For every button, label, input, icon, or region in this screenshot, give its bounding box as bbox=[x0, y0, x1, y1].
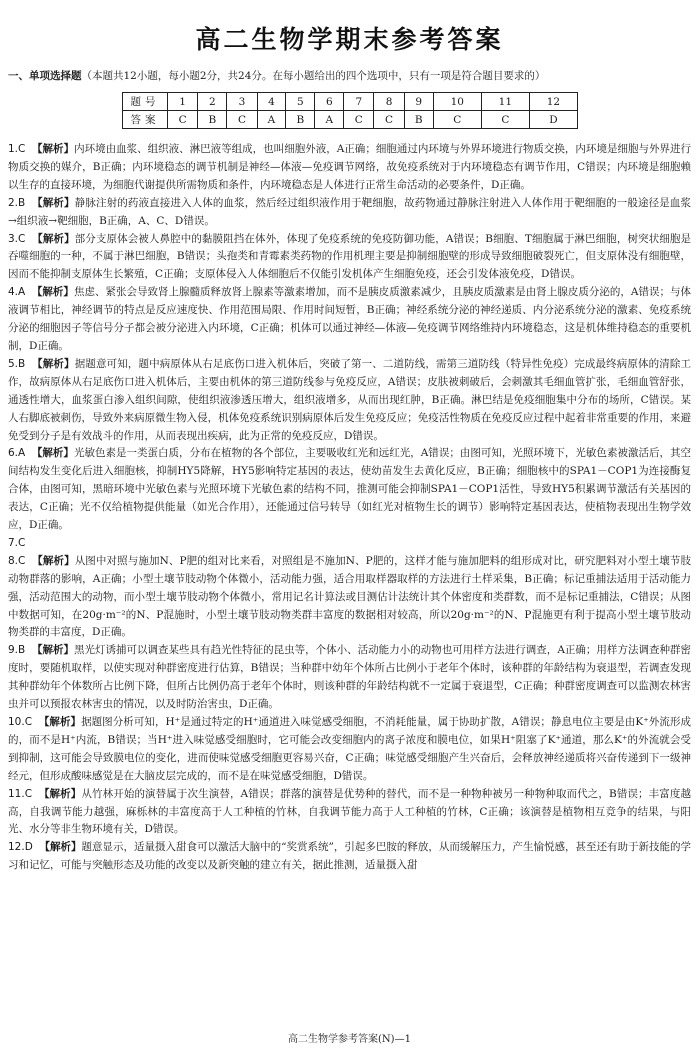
answer-cell: B bbox=[286, 111, 315, 129]
question-number-cell: 9 bbox=[404, 93, 433, 111]
answer-cell: C bbox=[227, 111, 257, 129]
question-answer-key: 5.B bbox=[8, 357, 26, 370]
answer-cell: A bbox=[257, 111, 286, 129]
question-answer-key: 3.C bbox=[8, 232, 26, 245]
analysis-tag: 【解析】 bbox=[39, 841, 82, 854]
analysis-tag: 【解析】 bbox=[31, 447, 74, 460]
question-explanation bbox=[8, 445, 691, 535]
question-answer-key: 6.A bbox=[8, 447, 26, 460]
explanation-text: 从竹林开始的演替属于次生演替，A错误；群落的演替是优势种的替代，而不是一种物种被另一种物种取而代之，B错误；丰富度越高，自我调节能力越强，麻栎林的丰富度高于人工种植的竹林，自我调节能力高于人工种植的竹林，C正确；该演替是植物相互竞争的结果，与阳光、水分等非生物环境有关，D错误。 bbox=[8, 787, 692, 836]
analysis-tag: 【解析】 bbox=[32, 357, 75, 370]
question-explanation bbox=[8, 141, 691, 195]
question-answer-key: 2.B bbox=[8, 196, 26, 209]
question-answer-key: 7.C bbox=[8, 536, 26, 549]
question-number-cell: 11 bbox=[481, 93, 529, 111]
question-explanation bbox=[8, 786, 691, 840]
question-answer-key: 4.A bbox=[8, 286, 26, 299]
analysis-tag: 【解析】 bbox=[32, 232, 75, 245]
question-number-cell: 1 bbox=[168, 93, 198, 111]
question-explanation bbox=[8, 356, 691, 446]
question-number-cell: 4 bbox=[257, 93, 286, 111]
explanation-text: 焦虑、紧张会导致肾上腺髓质释放肾上腺素等激素增加，而不是胰皮质激素减少，且胰皮质激素是由肾上腺皮质分泌的，A错误；与体液调节相比，神经调节的特点是反应速度快、作用范围局限、作用时间短暂，B正确；神经系统分泌的神经递质、内分泌系统分泌的激素、免疫系统分泌的细胞因子等信号分子都会被分泌进入内环境，C正确；机体可以通过神经—体液—免疫调节网络维持内环境稳态，这是机体维持稳态的重要机制，D正确。 bbox=[8, 286, 692, 352]
explanation-text: 内环境由血浆、组织液、淋巴液等组成，也叫细胞外液，A正确；细胞通过内环境与外界环境进行物质交换，内环境是细胞与外界进行物质交换的媒介，B正确；内环境稳态的调节机制是神经—体液—免疫调节网络，故免疫系统对于内环境稳态有调节作用，C错误；内环境是细胞赖以生存的直接环境，为细胞代谢提供所需物质和条件，内环境稳态是人体进行正常生命活动的必要条件，D正确。 bbox=[8, 143, 691, 191]
question-explanation bbox=[8, 839, 691, 875]
answer-cell: C bbox=[481, 111, 529, 129]
analysis-tag: 【解析】 bbox=[32, 196, 75, 209]
analysis-tag: 【解析】 bbox=[31, 644, 74, 657]
question-number-cell: 8 bbox=[374, 93, 404, 111]
analysis-tag: 【解析】 bbox=[31, 286, 74, 299]
analysis-tag: 【解析】 bbox=[32, 554, 75, 567]
answer-cell: B bbox=[404, 111, 433, 129]
question-explanation bbox=[8, 284, 691, 356]
section-instruction: （本题共12小题，每小题2分，共24分。在每小题给出的四个选项中，只有一项是符合题目要求的） bbox=[81, 70, 546, 82]
explanation-text: 从图中对照与施加N、P肥的组对比来看，对照组是不施加N、P肥的，这样才能与施加肥料的组形成对比，研究肥料对小型土壤节肢动物群落的影响，A正确；小型土壤节肢动物个体微小，活动能力强，适合用取样器取样的方法进行土样采集，B正确；标记重捕法适用于活动能力强，活动范围大的动物，而小型土壤节肢动物个体微小，常用记名计算法或目测估计法统计其个体密度和类群数，而不是标记重捕法，C错误；从图中数据可知，在20g·m⁻²的N、P混施时，小型土壤节肢动物类群丰富度的数据相对较高，所以20g·m⁻²的N、P混施更有利于提高小型土壤节肢动物类群的丰富度，D正确。 bbox=[8, 554, 691, 639]
question-number-cell: 3 bbox=[227, 93, 257, 111]
answer-cell: D bbox=[529, 111, 577, 129]
question-explanation bbox=[8, 714, 691, 786]
analysis-tag: 【解析】 bbox=[38, 716, 82, 728]
question-answer-key: 11.C bbox=[8, 787, 33, 800]
question-number-cell: 2 bbox=[198, 93, 227, 111]
answer-cell: C bbox=[374, 111, 404, 129]
answer-table bbox=[122, 92, 578, 129]
question-answer-key: 8.C bbox=[8, 554, 26, 567]
question-explanation bbox=[8, 231, 691, 285]
explanation-text: 据题图分析可知，H⁺是通过特定的H⁺通道进入味觉感受细胞，不消耗能量，属于协助扩散，A错误；静息电位主要是由K⁺外流形成的，而不是H⁺内流，B错误；当H⁺进入味觉感受细胞时，它可能会改变细胞内的离子浓度和膜电位，如果H⁺阻塞了K⁺通道，那么K⁺的外流就会受到抑制，这可能会导致膜电位的变化，进而使味觉感受细胞更容易兴奋，C正确；味觉感受细胞产生兴奋后，会释放神经递质将兴奋传递到下一级神经元，但形成酸味感觉是在大脑皮层完成的，而不是在味觉感受细胞，D错误。 bbox=[8, 716, 692, 782]
page-footer: 高二生物学参考答案(N)—1 bbox=[288, 1034, 411, 1045]
explanation-text: 部分支原体会被人鼻腔中的黏膜阻挡在体外，体现了免疫系统的免疫防御功能，A错误；B细胞、T细胞属于淋巴细胞，树突状细胞是吞噬细胞的一种，不属于淋巴细胞，B错误；头孢类和青霉素类药物的作用机理主要是抑制细胞壁的形成导致细胞破裂死亡，但支原体没有细胞壁，因而不能抑制支原体生长繁殖，C正确；支原体侵入人体细胞后不仅能引发机体产生细胞免疫，还会引发体液免疫，D错误。 bbox=[8, 232, 691, 281]
question-answer-key: 1.C bbox=[8, 143, 26, 155]
section-heading-label: 一、单项选择题 bbox=[8, 70, 82, 82]
explanation-text: 光敏色素是一类蛋白质，分布在植物的各个部位，主要吸收红光和远红光，A错误；由图可知，光照环境下，光敏色素被激活后，其空间结构发生变化后进入细胞核，抑制HY5降解，HY5影响特定基因的表达，使幼苗发生去黄化反应，B正确；细胞核中的SPA1－COP1为连接酶复合体，由图可知，黑暗环境中光敏色素与光照环境下光敏色素的结构不同，推测可能会抑制SPA1－COP1活性，导致HY5积累调节激活有关基因的表达，C正确；光不仅给植物提供能量（如光合作用），还能通过信号转导（如红光对植物生长的调节）影响特定基因表达，使植物表现出生物学效应，D正确。 bbox=[8, 447, 692, 532]
question-number-cell: 6 bbox=[315, 93, 344, 111]
analysis-tag: 【解析】 bbox=[32, 143, 75, 155]
question-number-cell: 10 bbox=[433, 93, 481, 111]
question-explanation bbox=[8, 553, 691, 643]
answer-table-answer-row bbox=[123, 111, 578, 129]
question-explanation bbox=[8, 195, 691, 231]
answer-cell: B bbox=[198, 111, 227, 129]
analysis-tag: 【解析】 bbox=[38, 787, 82, 800]
question-number-cell: 7 bbox=[344, 93, 374, 111]
answer-cell: C bbox=[344, 111, 374, 129]
explanation-text: 题意显示，适量摄入甜食可以激活大脑中的“奖赏系统”，引起多巴胺的释放，从而缓解压力，产生愉悦感，甚至还有助于新技能的学习和记忆，可能与突触形态及功能的改变以及新突触的建立有关，据此推测，适量摄入甜 bbox=[8, 841, 692, 872]
question-number-cell: 5 bbox=[286, 93, 315, 111]
explanation-text: 静脉注射的药液直接进入人体的血浆，然后经过组织液作用于靶细胞，故药物通过静脉注射进入人体作用于靶细胞的一般途径是血浆→组织液→靶细胞，B正确，A、C、D错误。 bbox=[8, 196, 691, 227]
section-heading bbox=[8, 68, 694, 83]
explanation-text: 据题意可知，题中病原体从右足底伤口进入机体后，突破了第一、二道防线，需第三道防线（特异性免疫）完成最终病原体的清除工作，故病原体从右足底伤口进入机体后，主要由机体的第三道防线参与免疫反应，A错误；皮肤被刺破后，会刺激其毛细血管扩张，毛细血管舒张，通透性增大，血浆蛋白渗入组织间隙，使组织液渗透压增大，组织液增多，从而出现红肿，B正确。淋巴结是免疫细胞集中分布的场所，C错误。某人右脚底被刺伤，导致外来病原微生物入侵，机体免疫系统识别病原体后发生免疫反应；免疫活性物质在免疫反应过程中起着非常重要的作用，来避免受到分子是有效战斗的作用，从而表现出疾病，此为正常的免疫反应，D错误。 bbox=[8, 357, 691, 442]
page-title: 高二生物学期末参考答案 bbox=[195, 25, 504, 54]
explanations-list bbox=[8, 141, 691, 875]
answer-table-number-row bbox=[123, 93, 578, 111]
question-answer-key: 10.C bbox=[8, 716, 33, 728]
question-explanation bbox=[8, 642, 691, 714]
answer-table-row-label: 题号 bbox=[123, 93, 168, 111]
answer-cell: A bbox=[315, 111, 344, 129]
answer-table-row-label: 答案 bbox=[123, 111, 168, 129]
explanation-text: 黑光灯诱捕可以调查某些具有趋光性特征的昆虫等，个体小、活动能力小的动物也可用样方法进行调查，A正确；用样方法调查种群密度时，要随机取样，以使实现对种群密度进行估算，B错误；当种群中幼年个体所占比例小于老年个体时，该种群的年龄结构为衰退型，若调查发现其种群幼年个体数所占比例下降，但所占比例仍高于老年个体时，则该种群的年龄结构就不一定属于衰退型，C正确；种群密度调查可以监测农林害虫并可以预报农林害虫的情况，以及时防治害虫，D正确。 bbox=[8, 644, 691, 711]
answer-cell: C bbox=[168, 111, 198, 129]
question-answer-key: 9.B bbox=[8, 644, 26, 657]
question-explanation bbox=[8, 535, 691, 553]
question-answer-key: 12.D bbox=[8, 841, 33, 854]
answer-cell: C bbox=[433, 111, 481, 129]
question-number-cell: 12 bbox=[529, 93, 577, 111]
